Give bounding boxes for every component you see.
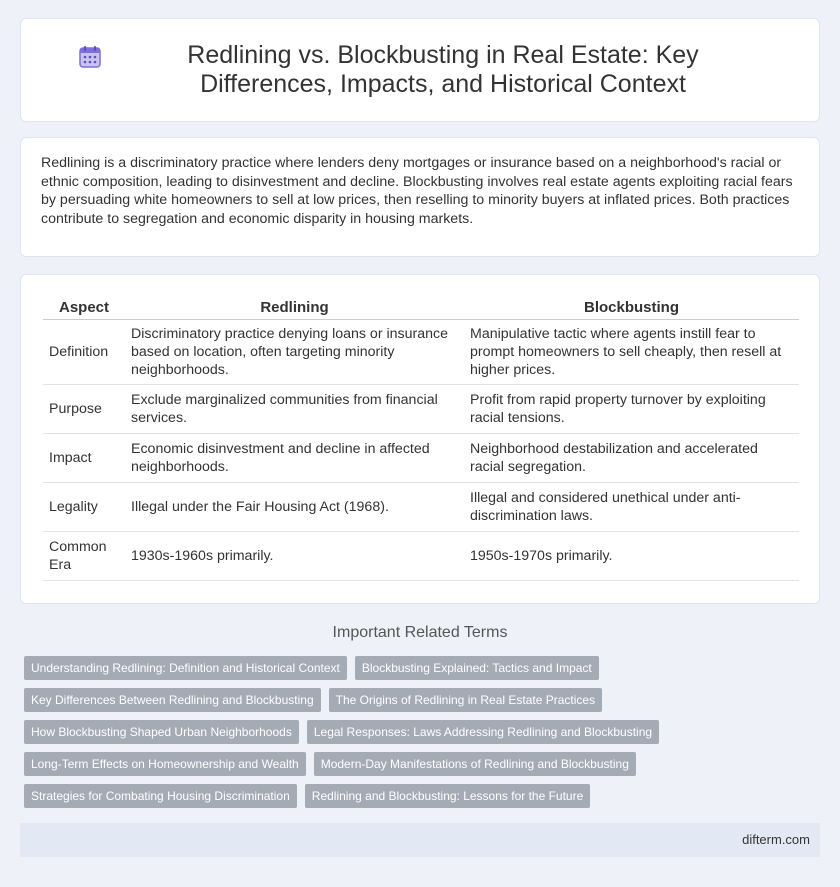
blockbusting-cell: Profit from rapid property turnover by exploiting racial tensions. [464, 385, 799, 434]
footer-site-link[interactable]: difterm.com [742, 832, 810, 847]
title-card [20, 18, 820, 122]
calendar-icon [77, 44, 103, 70]
tag-row [24, 656, 820, 680]
related-term-link[interactable]: Blockbusting Explained: Tactics and Impact [355, 656, 599, 680]
table-row [43, 385, 799, 434]
blockbusting-cell: Neighborhood destabilization and accelerated racial segregation. [464, 434, 799, 483]
header-redlining: Redlining [125, 295, 464, 320]
tag-row [24, 784, 820, 808]
header-blockbusting: Blockbusting [464, 295, 799, 320]
footer [20, 823, 820, 857]
blockbusting-cell: Manipulative tactic where agents instill fear to prompt homeowners to sell cheaply, then resell at higher prices. [464, 320, 799, 385]
tag-row [24, 720, 820, 744]
aspect-cell: Legality [43, 483, 125, 532]
tag-row [24, 752, 820, 776]
related-term-link[interactable]: How Blockbusting Shaped Urban Neighborhoods [24, 720, 299, 744]
related-term-link[interactable]: Strategies for Combating Housing Discrimination [24, 784, 297, 808]
page-title: Redlining vs. Blockbusting in Real Estate: Key Differences, Impacts, and Historical Context [187, 41, 699, 98]
related-term-link[interactable]: Long-Term Effects on Homeownership and Wealth [24, 752, 306, 776]
table-row [43, 434, 799, 483]
redlining-cell: 1930s-1960s primarily. [125, 532, 464, 581]
blockbusting-cell: 1950s-1970s primarily. [464, 532, 799, 581]
title-wrap [77, 41, 763, 99]
comparison-table [43, 295, 799, 581]
redlining-cell: Illegal under the Fair Housing Act (1968). [125, 483, 464, 532]
related-term-link[interactable]: Modern-Day Manifestations of Redlining and Blockbusting [314, 752, 636, 776]
redlining-cell: Discriminatory practice denying loans or insurance based on location, often targeting minority neighborhoods. [125, 320, 464, 385]
table-row [43, 483, 799, 532]
table-header-row [43, 295, 799, 320]
related-term-link[interactable]: Legal Responses: Laws Addressing Redlining and Blockbusting [307, 720, 659, 744]
tag-row [24, 688, 820, 712]
related-terms-list [24, 656, 820, 816]
table-row [43, 532, 799, 581]
blockbusting-cell: Illegal and considered unethical under anti-discrimination laws. [464, 483, 799, 532]
redlining-cell: Exclude marginalized communities from financial services. [125, 385, 464, 434]
related-term-link[interactable]: Key Differences Between Redlining and Blockbusting [24, 688, 321, 712]
related-term-link[interactable]: Understanding Redlining: Definition and Historical Context [24, 656, 347, 680]
aspect-cell: Purpose [43, 385, 125, 434]
header-aspect: Aspect [43, 295, 125, 320]
related-term-link[interactable]: The Origins of Redlining in Real Estate Practices [329, 688, 602, 712]
intro-paragraph: Redlining is a discriminatory practice where lenders deny mortgages or insurance based on a neighborhood's racial or ethnic composition, leading to disinvestment and decline. Blockbusting involves real estate agents exploiting racial fears by persuading white homeowners to sell at low prices, then reselling to minority buyers at inflated prices. Both practices contribute to segregation and economic disparity in housing markets. [41, 155, 793, 227]
related-term-link[interactable]: Redlining and Blockbusting: Lessons for the Future [305, 784, 591, 808]
aspect-cell: Definition [43, 320, 125, 385]
intro-card [20, 137, 820, 257]
related-terms-title: Important Related Terms [332, 624, 508, 641]
redlining-cell: Economic disinvestment and decline in affected neighborhoods. [125, 434, 464, 483]
comparison-card [20, 274, 820, 604]
table-row [43, 320, 799, 385]
aspect-cell: Impact [43, 434, 125, 483]
aspect-cell: Common Era [43, 532, 125, 581]
